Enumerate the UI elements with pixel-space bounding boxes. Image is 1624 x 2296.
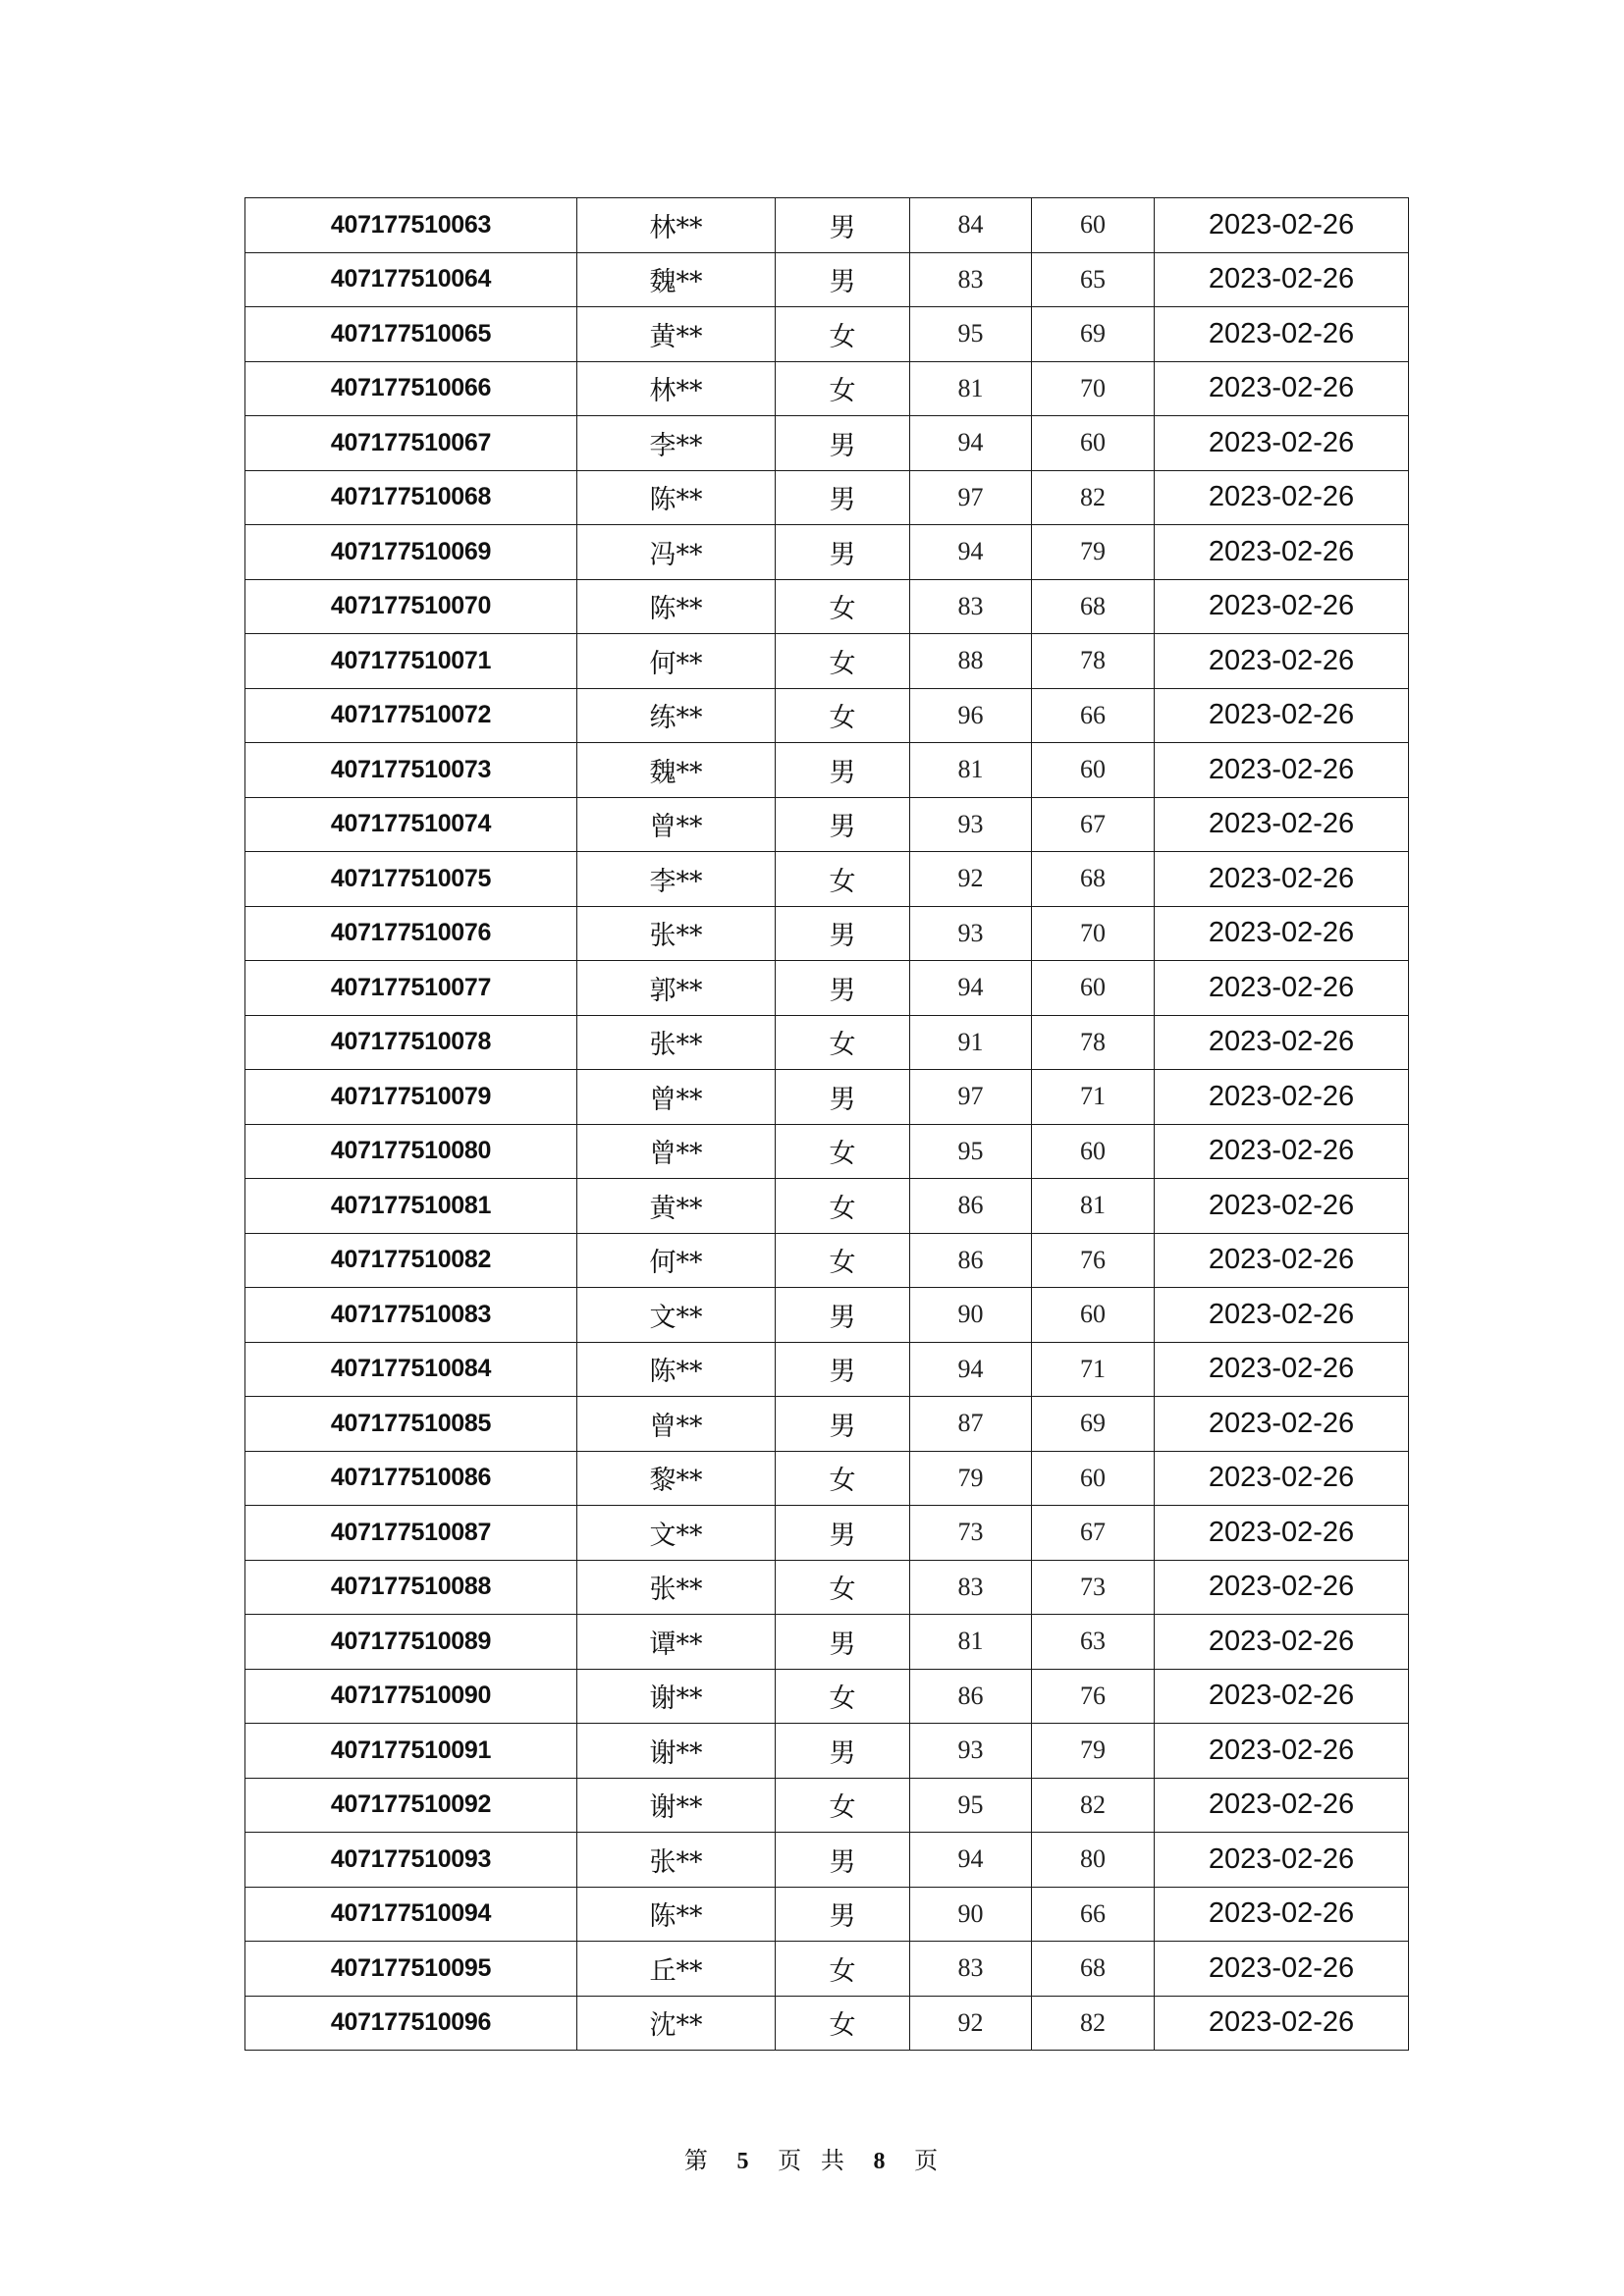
table-row (245, 1015, 1409, 1070)
score-1-cell: 95 (910, 307, 1032, 362)
student-id-cell: 407177510088 (245, 1560, 577, 1615)
student-id-cell: 407177510095 (245, 1942, 577, 1997)
student-id-cell: 407177510075 (245, 852, 577, 907)
score-1-cell: 94 (910, 1833, 1032, 1888)
student-name-cell: 张** (577, 1560, 776, 1615)
gender-cell: 男 (776, 743, 910, 798)
gender-cell: 男 (776, 525, 910, 580)
score-2-cell: 68 (1032, 579, 1155, 634)
date-cell: 2023-02-26 (1155, 1397, 1409, 1452)
student-id-cell: 407177510084 (245, 1342, 577, 1397)
score-1-cell: 88 (910, 634, 1032, 689)
student-id-cell: 407177510078 (245, 1015, 577, 1070)
student-id-cell: 407177510096 (245, 1996, 577, 2051)
table-row (245, 525, 1409, 580)
score-2-cell: 60 (1032, 961, 1155, 1016)
table-row (245, 906, 1409, 961)
score-2-cell: 76 (1032, 1233, 1155, 1288)
table-row (245, 961, 1409, 1016)
score-1-cell: 92 (910, 852, 1032, 907)
score-2-cell: 76 (1032, 1669, 1155, 1724)
table-row (245, 1833, 1409, 1888)
student-id-cell: 407177510094 (245, 1887, 577, 1942)
current-page-number: 5 (736, 2149, 751, 2174)
student-name-cell: 陈** (577, 1887, 776, 1942)
table-row (245, 1506, 1409, 1561)
date-cell: 2023-02-26 (1155, 1778, 1409, 1833)
score-2-cell: 67 (1032, 1506, 1155, 1561)
student-name-cell: 陈** (577, 579, 776, 634)
date-cell: 2023-02-26 (1155, 470, 1409, 525)
date-cell: 2023-02-26 (1155, 252, 1409, 307)
student-id-cell: 407177510092 (245, 1778, 577, 1833)
gender-cell: 男 (776, 1887, 910, 1942)
score-2-cell: 65 (1032, 252, 1155, 307)
footer-prefix: 第 (683, 2147, 710, 2174)
gender-cell: 男 (776, 1288, 910, 1343)
student-name-cell: 谢** (577, 1669, 776, 1724)
table-row (245, 579, 1409, 634)
score-1-cell: 81 (910, 743, 1032, 798)
score-1-cell: 93 (910, 906, 1032, 961)
student-name-cell: 谢** (577, 1778, 776, 1833)
score-1-cell: 91 (910, 1015, 1032, 1070)
gender-cell: 女 (776, 1669, 910, 1724)
date-cell: 2023-02-26 (1155, 743, 1409, 798)
table-row (245, 1342, 1409, 1397)
score-1-cell: 81 (910, 1615, 1032, 1670)
gender-cell: 男 (776, 961, 910, 1016)
table-row (245, 416, 1409, 471)
date-cell: 2023-02-26 (1155, 1669, 1409, 1724)
table-row (245, 797, 1409, 852)
score-2-cell: 69 (1032, 1397, 1155, 1452)
score-2-cell: 70 (1032, 906, 1155, 961)
gender-cell: 男 (776, 1833, 910, 1888)
student-name-cell: 黎** (577, 1451, 776, 1506)
student-id-cell: 407177510073 (245, 743, 577, 798)
page-footer (0, 2141, 1624, 2175)
score-1-cell: 79 (910, 1451, 1032, 1506)
date-cell: 2023-02-26 (1155, 1887, 1409, 1942)
date-cell: 2023-02-26 (1155, 1288, 1409, 1343)
student-id-cell: 407177510080 (245, 1124, 577, 1179)
student-name-cell: 何** (577, 1233, 776, 1288)
student-id-cell: 407177510082 (245, 1233, 577, 1288)
gender-cell: 女 (776, 579, 910, 634)
gender-cell: 男 (776, 470, 910, 525)
score-1-cell: 94 (910, 1342, 1032, 1397)
score-1-cell: 95 (910, 1124, 1032, 1179)
score-2-cell: 69 (1032, 307, 1155, 362)
score-2-cell: 60 (1032, 416, 1155, 471)
student-id-cell: 407177510090 (245, 1669, 577, 1724)
student-name-cell: 文** (577, 1506, 776, 1561)
date-cell: 2023-02-26 (1155, 1560, 1409, 1615)
date-cell: 2023-02-26 (1155, 1070, 1409, 1125)
gender-cell: 女 (776, 852, 910, 907)
student-id-cell: 407177510072 (245, 688, 577, 743)
date-cell: 2023-02-26 (1155, 1015, 1409, 1070)
student-name-cell: 冯** (577, 525, 776, 580)
gender-cell: 男 (776, 1397, 910, 1452)
student-name-cell: 陈** (577, 470, 776, 525)
score-1-cell: 84 (910, 198, 1032, 253)
gender-cell: 男 (776, 1724, 910, 1779)
score-1-cell: 81 (910, 361, 1032, 416)
date-cell: 2023-02-26 (1155, 307, 1409, 362)
gender-cell: 男 (776, 1342, 910, 1397)
student-id-cell: 407177510083 (245, 1288, 577, 1343)
gender-cell: 女 (776, 1124, 910, 1179)
date-cell: 2023-02-26 (1155, 1506, 1409, 1561)
student-name-cell: 谭** (577, 1615, 776, 1670)
score-1-cell: 86 (910, 1233, 1032, 1288)
table-row (245, 634, 1409, 689)
table-row (245, 1560, 1409, 1615)
student-name-cell: 曾** (577, 1070, 776, 1125)
date-cell: 2023-02-26 (1155, 906, 1409, 961)
student-name-cell: 曾** (577, 797, 776, 852)
gender-cell: 女 (776, 361, 910, 416)
score-2-cell: 68 (1032, 852, 1155, 907)
score-1-cell: 73 (910, 1506, 1032, 1561)
score-2-cell: 67 (1032, 797, 1155, 852)
student-id-cell: 407177510087 (245, 1506, 577, 1561)
student-name-cell: 黄** (577, 1179, 776, 1234)
date-cell: 2023-02-26 (1155, 852, 1409, 907)
student-name-cell: 林** (577, 361, 776, 416)
table-row (245, 1942, 1409, 1997)
score-2-cell: 81 (1032, 1179, 1155, 1234)
gender-cell: 女 (776, 307, 910, 362)
table-row (245, 1124, 1409, 1179)
score-2-cell: 70 (1032, 361, 1155, 416)
date-cell: 2023-02-26 (1155, 961, 1409, 1016)
gender-cell: 男 (776, 797, 910, 852)
student-id-cell: 407177510069 (245, 525, 577, 580)
date-cell: 2023-02-26 (1155, 1724, 1409, 1779)
student-id-cell: 407177510086 (245, 1451, 577, 1506)
score-2-cell: 66 (1032, 688, 1155, 743)
gender-cell: 男 (776, 198, 910, 253)
student-name-cell: 曾** (577, 1397, 776, 1452)
score-2-cell: 82 (1032, 470, 1155, 525)
gender-cell: 女 (776, 1560, 910, 1615)
table-row (245, 198, 1409, 253)
date-cell: 2023-02-26 (1155, 1342, 1409, 1397)
score-1-cell: 83 (910, 252, 1032, 307)
score-1-cell: 92 (910, 1996, 1032, 2051)
student-id-cell: 407177510064 (245, 252, 577, 307)
table-row (245, 1669, 1409, 1724)
date-cell: 2023-02-26 (1155, 1942, 1409, 1997)
gender-cell: 女 (776, 1778, 910, 1833)
student-name-cell: 练** (577, 688, 776, 743)
score-2-cell: 80 (1032, 1833, 1155, 1888)
score-1-cell: 93 (910, 1724, 1032, 1779)
date-cell: 2023-02-26 (1155, 525, 1409, 580)
score-2-cell: 71 (1032, 1070, 1155, 1125)
table-row (245, 470, 1409, 525)
student-id-cell: 407177510081 (245, 1179, 577, 1234)
date-cell: 2023-02-26 (1155, 416, 1409, 471)
student-id-cell: 407177510077 (245, 961, 577, 1016)
footer-page-word: 页 (778, 2147, 804, 2174)
gender-cell: 女 (776, 1233, 910, 1288)
student-name-cell: 沈** (577, 1996, 776, 2051)
score-2-cell: 63 (1032, 1615, 1155, 1670)
footer-total-word: 共 (820, 2147, 846, 2174)
score-1-cell: 95 (910, 1778, 1032, 1833)
score-2-cell: 68 (1032, 1942, 1155, 1997)
footer-total-suffix: 页 (914, 2147, 941, 2174)
student-name-cell: 张** (577, 906, 776, 961)
student-id-cell: 407177510089 (245, 1615, 577, 1670)
table-row (245, 1451, 1409, 1506)
student-name-cell: 曾** (577, 1124, 776, 1179)
date-cell: 2023-02-26 (1155, 361, 1409, 416)
score-2-cell: 79 (1032, 525, 1155, 580)
score-2-cell: 82 (1032, 1778, 1155, 1833)
score-1-cell: 94 (910, 416, 1032, 471)
score-1-cell: 86 (910, 1669, 1032, 1724)
student-name-cell: 张** (577, 1833, 776, 1888)
gender-cell: 男 (776, 1615, 910, 1670)
score-1-cell: 87 (910, 1397, 1032, 1452)
gender-cell: 女 (776, 1451, 910, 1506)
score-2-cell: 60 (1032, 1124, 1155, 1179)
gender-cell: 女 (776, 1015, 910, 1070)
table-row (245, 1179, 1409, 1234)
table-row (245, 1233, 1409, 1288)
table-row (245, 1615, 1409, 1670)
score-1-cell: 83 (910, 579, 1032, 634)
score-2-cell: 60 (1032, 198, 1155, 253)
date-cell: 2023-02-26 (1155, 1833, 1409, 1888)
score-1-cell: 93 (910, 797, 1032, 852)
score-1-cell: 90 (910, 1288, 1032, 1343)
student-name-cell: 李** (577, 416, 776, 471)
student-id-cell: 407177510063 (245, 198, 577, 253)
score-1-cell: 97 (910, 1070, 1032, 1125)
table-row (245, 361, 1409, 416)
student-name-cell: 郭** (577, 961, 776, 1016)
student-name-cell: 魏** (577, 743, 776, 798)
gender-cell: 男 (776, 1070, 910, 1125)
student-id-cell: 407177510085 (245, 1397, 577, 1452)
score-1-cell: 94 (910, 525, 1032, 580)
score-1-cell: 83 (910, 1942, 1032, 1997)
score-2-cell: 66 (1032, 1887, 1155, 1942)
gender-cell: 女 (776, 688, 910, 743)
date-cell: 2023-02-26 (1155, 1451, 1409, 1506)
student-name-cell: 李** (577, 852, 776, 907)
date-cell: 2023-02-26 (1155, 579, 1409, 634)
score-2-cell: 78 (1032, 634, 1155, 689)
date-cell: 2023-02-26 (1155, 198, 1409, 253)
student-name-cell: 林** (577, 198, 776, 253)
table-row (245, 1778, 1409, 1833)
date-cell: 2023-02-26 (1155, 688, 1409, 743)
gender-cell: 男 (776, 416, 910, 471)
gender-cell: 女 (776, 1942, 910, 1997)
table-row (245, 1887, 1409, 1942)
gender-cell: 女 (776, 1996, 910, 2051)
score-1-cell: 86 (910, 1179, 1032, 1234)
student-id-cell: 407177510093 (245, 1833, 577, 1888)
student-name-cell: 丘** (577, 1942, 776, 1997)
gender-cell: 男 (776, 906, 910, 961)
score-1-cell: 90 (910, 1887, 1032, 1942)
student-id-cell: 407177510070 (245, 579, 577, 634)
student-id-cell: 407177510091 (245, 1724, 577, 1779)
student-name-cell: 谢** (577, 1724, 776, 1779)
table-row (245, 307, 1409, 362)
student-id-cell: 407177510074 (245, 797, 577, 852)
score-1-cell: 96 (910, 688, 1032, 743)
table-row (245, 1724, 1409, 1779)
date-cell: 2023-02-26 (1155, 1233, 1409, 1288)
student-name-cell: 陈** (577, 1342, 776, 1397)
gender-cell: 女 (776, 1179, 910, 1234)
total-page-number: 8 (873, 2149, 888, 2174)
gender-cell: 男 (776, 252, 910, 307)
student-id-cell: 407177510076 (245, 906, 577, 961)
student-name-cell: 张** (577, 1015, 776, 1070)
student-id-cell: 407177510071 (245, 634, 577, 689)
score-1-cell: 94 (910, 961, 1032, 1016)
gender-cell: 男 (776, 1506, 910, 1561)
score-2-cell: 60 (1032, 1451, 1155, 1506)
score-1-cell: 97 (910, 470, 1032, 525)
table-body (245, 198, 1409, 2051)
score-2-cell: 71 (1032, 1342, 1155, 1397)
table-row (245, 1397, 1409, 1452)
table-row (245, 743, 1409, 798)
student-id-cell: 407177510068 (245, 470, 577, 525)
student-name-cell: 魏** (577, 252, 776, 307)
student-id-cell: 407177510066 (245, 361, 577, 416)
table-row (245, 688, 1409, 743)
date-cell: 2023-02-26 (1155, 1124, 1409, 1179)
date-cell: 2023-02-26 (1155, 634, 1409, 689)
table-row (245, 1288, 1409, 1343)
student-name-cell: 文** (577, 1288, 776, 1343)
date-cell: 2023-02-26 (1155, 1996, 1409, 2051)
score-2-cell: 82 (1032, 1996, 1155, 2051)
date-cell: 2023-02-26 (1155, 797, 1409, 852)
date-cell: 2023-02-26 (1155, 1615, 1409, 1670)
student-name-cell: 黄** (577, 307, 776, 362)
student-id-cell: 407177510065 (245, 307, 577, 362)
table-row (245, 852, 1409, 907)
score-1-cell: 83 (910, 1560, 1032, 1615)
date-cell: 2023-02-26 (1155, 1179, 1409, 1234)
table-row (245, 1070, 1409, 1125)
score-2-cell: 60 (1032, 743, 1155, 798)
table-row (245, 252, 1409, 307)
student-id-cell: 407177510067 (245, 416, 577, 471)
student-name-cell: 何** (577, 634, 776, 689)
score-table (244, 197, 1409, 2051)
score-2-cell: 78 (1032, 1015, 1155, 1070)
score-2-cell: 73 (1032, 1560, 1155, 1615)
score-2-cell: 79 (1032, 1724, 1155, 1779)
student-id-cell: 407177510079 (245, 1070, 577, 1125)
gender-cell: 女 (776, 634, 910, 689)
score-2-cell: 60 (1032, 1288, 1155, 1343)
table-row (245, 1996, 1409, 2051)
